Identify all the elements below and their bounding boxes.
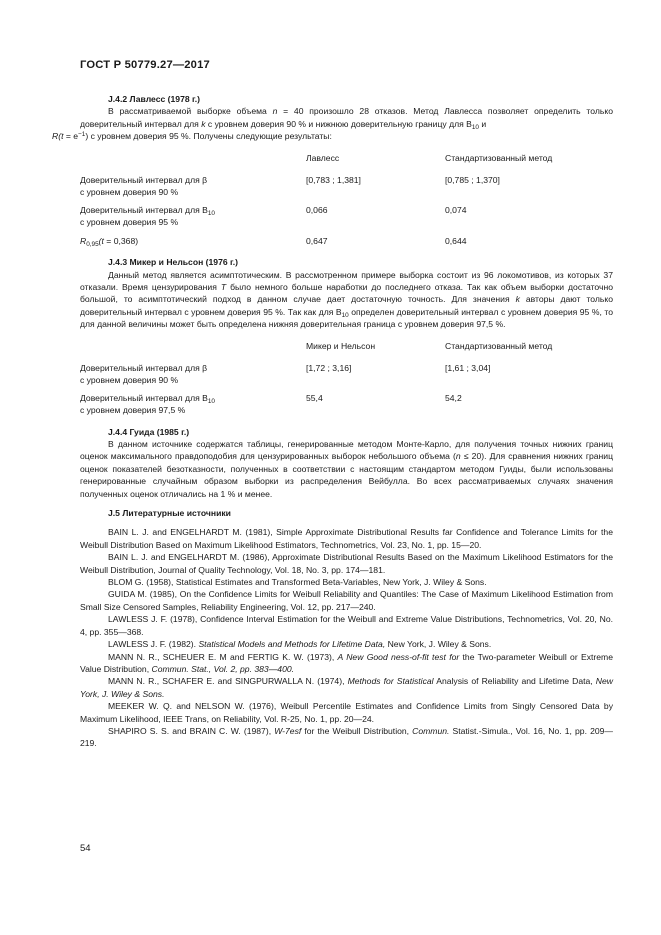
reference-item: BLOM G. (1958), Statistical Estimates and Transformed Beta-Variables, New York, J. Wiley & Sons. (108, 577, 487, 588)
document-body (52, 93, 614, 750)
reference-item: BAIN L. J. and ENGELHARDT M. (1981), Simple Approximate Distributional Results far Confidence and Tolerance Limits for the Weibull Distribution Based on Maximum Likelihood Estimators, Technometrics, Vol. 23, No. 1, pp. 15—20. (80, 527, 613, 550)
row-label: Доверительный интервал для $B_{10}$ с уровнем доверия 95 % (80, 205, 215, 227)
table-cell: 54,2 (445, 393, 462, 404)
table-cell: 0,644 (445, 235, 467, 246)
results-table-meeker-nelson (80, 341, 613, 424)
reference-item: MANN N. R., SCHEUER E. M and FERTIG K. W. (1973), A New Good ness-of-fit test for the Two-parameter Weibull or Extreme Value Distribution, Commun. Stat., Vol. 2, pp. 383—400. (80, 651, 613, 674)
page-number: 54 (80, 843, 91, 854)
reference-item: MANN N. R., SCHAFER E. and SINGPURWALLA N. (1974), Methods for Statistical Analysis of Reliability and Lifetime Data, New York, J. Wiley & Sons. (80, 676, 613, 699)
table-row (80, 236, 613, 255)
row-label: Доверительный интервал для $B_{10}$ с уровнем доверия 97,5 % (80, 393, 215, 415)
reference-item: BAIN L. J. and ENGELHARDT M. (1986), Approximate Distributional Results Based on the Maximum Likelihood Estimators for the Weibull Distribution, Journal of Quality Technology, Vol. 18, No. 3, pp. 174—181. (80, 552, 613, 575)
table-cell: 0,066 (306, 205, 328, 216)
section-heading-j44: J.4.4 Гуида (1985 г.) (108, 426, 190, 437)
section-heading-j5: J.5 Литературные источники (108, 508, 231, 519)
results-table-lawless (80, 153, 613, 255)
table-cell: 0,647 (306, 235, 328, 246)
row-label: Доверительный интервал для β с уровнем доверия 90 % (80, 363, 208, 385)
reference-item: LAWLESS J. F. (1982). Statistical Models and Methods for Lifetime Data, New York, J. Wiley & Sons. (108, 639, 492, 650)
section-heading-j43: J.4.3 Микер и Нельсон (1976 г.) (108, 257, 239, 268)
document-header: ГОСТ Р 50779.27—2017 (80, 59, 210, 71)
paragraph-j44: В данном источнике содержатся таблицы, генерированные методом Монте-Карло, для получения точных нижних границ оценок максимального правдоподобия для цензурированных выборок небольшого объема (n ≤ 20). Для сравнения нижних границ оценок показателей безотказности, полученных в соответствии с настоящим стандартом методом Гуиды, были использованы генерированные случайным образом выборки из распределения Вейбулла. Во всех рассматриваемых случаях значения полученных оценок отличались на 1 % и менее. (80, 439, 613, 499)
reference-item: SHAPIRO S. S. and BRAIN C. W. (1987), W-7esf for the Weibull Distribution, Commun. Statist.-Simula., Vol. 16, No. 1, pp. 209—219. (80, 725, 613, 749)
column-header: Стандартизованный метод (445, 340, 553, 351)
table-row (80, 363, 613, 393)
section-heading-j42: J.4.2 Лавлесс (1978 г.) (108, 94, 200, 104)
table-cell: [1,61 ; 3,04] (445, 363, 491, 374)
reference-list (80, 526, 613, 749)
table-row (80, 175, 613, 205)
column-header: Микер и Нельсон (306, 340, 376, 351)
reference-item: MEEKER W. Q. and NELSON W. (1976), Weibull Percentile Estimates and Confidence Limits from Singly Censored Data by Maximum Likelihood, IEEE Trans, on Reliability, Vol. R-25, No. 1, pp. 20—24. (80, 701, 613, 724)
column-header: Стандартизованный метод (445, 152, 553, 163)
table-row (80, 393, 613, 423)
paragraph-j43: Данный метод является асимптотическим. В рассмотренном примере выборка состоит из 96 локомотивов, из которых 37 отказали. Время цензурирования T было немного больше наработки до последнего отказа. Так как объем выборки достаточно большой, то асимптотический подход в данном случае дает достаточную точность. Для значения k авторы дают только доверительный интервал с уровнем доверия 95 %. Так как для $B_{10}$ определен доверительный интервал с уровнем доверия 95 %, то для данной величины может быть определена нижняя доверительная граница с уровнем доверия 97,5 %. (80, 269, 614, 330)
row-label: Доверительный интервал для β с уровнем доверия 90 % (80, 175, 208, 197)
reference-item: LAWLESS J. F. (1978), Confidence Interval Estimation for the Weibull and Extreme Value Distributions, Technometrics, Vol. 20, No. 4, pp. 355—368. (80, 614, 613, 637)
column-header: Лавлесс (306, 152, 340, 163)
paragraph-j42: В рассматриваемой выборке объема n = 40 произошло 28 отказов. Метод Лавлесса позволяет определить только доверительный интервал для k с уровнем доверия 90 % и нижнюю доверительную границу для $B_{10}$ и $R(t = e^{-1})$ с уровнем доверия 95 %. Получены следующие результаты: (52, 106, 613, 142)
table-row (80, 205, 613, 235)
reference-item: GUIDA M. (1985), On the Confidence Limits for Weibull Reliability and Quantiles: The Case of Maximum Likelihood Estimation from Small Size Censored Samples, Reliability Engineering, Vol. 12, pp. 217—240. (80, 589, 613, 612)
table-cell: [0,785 ; 1,370] (445, 175, 500, 186)
table-cell: [1,72 ; 3,16] (306, 363, 352, 374)
row-label: $R_{0,95}(t = 0,368)$ (80, 235, 139, 248)
table-cell: 0,074 (445, 205, 467, 216)
table-cell: [0,783 ; 1,381] (306, 175, 361, 186)
table-cell: 55,4 (306, 393, 323, 404)
